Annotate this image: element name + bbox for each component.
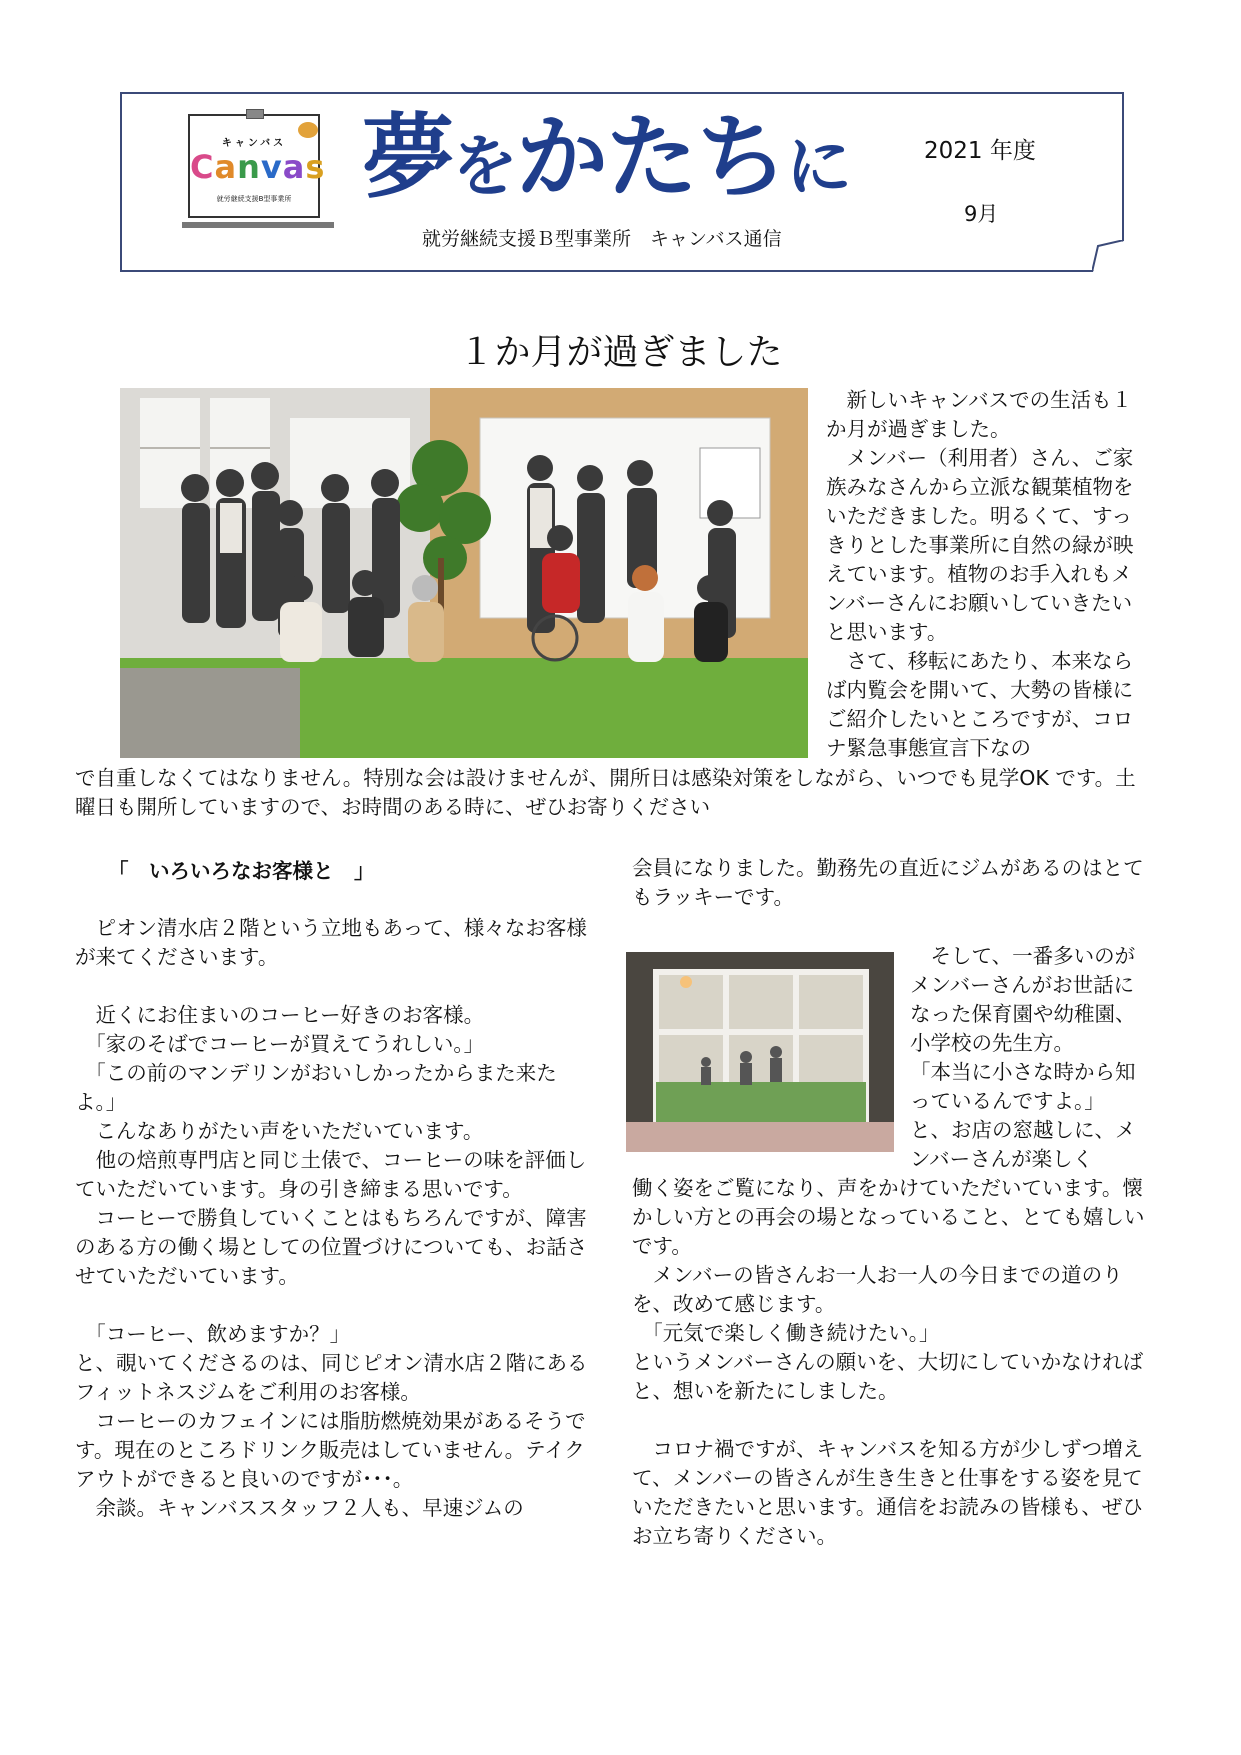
quote: 「コーヒー、飲めますか？」 (75, 1322, 351, 1346)
paragraph: 余談。キャンバススタッフ２人も、早速ジムの (75, 1496, 524, 1520)
paragraph: と、覗いてくださるのは、同じピオン清水店２階にあるフィットネスジムをご利用のお客様。 (75, 1351, 588, 1404)
canvas-logo (188, 114, 326, 218)
issue-year: 2021 年度 (924, 138, 1036, 164)
paragraph: コーヒーで勝負していくことはもちろんですが、障害のある方の働く場としての位置づけについても、お話させていただいています。 (75, 1206, 588, 1288)
section-heading: 「 いろいろなお客様と 」 (108, 859, 375, 883)
group-photo (120, 388, 808, 758)
quote: 「家のそばでコーヒーが買えてうれしい。」 (75, 1032, 485, 1056)
newsletter-header (120, 92, 1124, 272)
paragraph: 会員になりました。勤務先の直近にジムがあるのはとてもラッキーです。 (632, 856, 1144, 909)
paragraph: ピオン清水店２階という立地もあって、様々なお客様が来てくださいます。 (75, 916, 587, 969)
logo-sub: 就労継続支援B型事業所 (216, 195, 292, 203)
newsletter-subtitle: 就労継続支援Ｂ型事業所 キャンバス通信 (422, 228, 782, 250)
intro-line: 新しいキャンバスでの生活も１か月が過ぎました。 (826, 388, 1133, 441)
left-column (75, 914, 595, 1523)
issue-month: 9月 (964, 202, 999, 226)
paragraph: というメンバーさんの願いを、大切にしていかなければと、想いを新たにしました。 (632, 1350, 1144, 1403)
intro-text (826, 386, 1152, 763)
shop-window-photo (626, 952, 894, 1152)
logo-word: Canvas (190, 148, 326, 186)
quote: 「本当に小さな時から知っているんですよ。」 (910, 1060, 1136, 1113)
page-fold-icon (1092, 240, 1124, 272)
right-column-side (910, 942, 1150, 1174)
intro-line: メンバー（利用者）さん、ご家族みなさんから立派な観葉植物をいただきました。明るくて、すっきりとした事業所に自然の緑が映えています。植物のお手入れもメンバーさんにお願いしていきたいと思います。 (826, 446, 1134, 644)
paragraph: メンバーの皆さんお一人お一人の今日までの道のりを、改めて感じます。 (632, 1263, 1123, 1316)
quote: 「この前のマンデリンがおいしかったからまた来たよ。」 (75, 1061, 557, 1114)
logo-kana: キャンバス (221, 138, 287, 149)
paragraph: コロナ禍ですが、キャンバスを知る方が少しずつ増えて、メンバーの皆さんが生き生きと仕事をする姿を見ていただきたいと思います。通信をお読みの皆様も、ぜひお立ち寄りください。 (632, 1437, 1144, 1548)
article-headline: １か月が過ぎました (458, 332, 783, 373)
paragraph: 他の焙煎専門店と同じ土俵で、コーヒーの味を評価していただいています。身の引き締まる思いです。 (75, 1148, 587, 1201)
intro-line: さて、移転にあたり、本来ならば内覧会を開いて、大勢の皆様にご紹介したいところですが、コロナ緊急事態宣言下なの (826, 649, 1134, 760)
spacer (632, 1406, 1152, 1435)
paragraph: と、お店の窓越しに、メンバーさんが楽しく (910, 1118, 1136, 1171)
paragraph: 近くにお住まいのコーヒー好きのお客様。 (75, 1003, 485, 1027)
spacer (75, 1291, 595, 1320)
right-column-top (632, 854, 1152, 912)
paragraph: そして、一番多いのがメンバーさんがお世話になった保育園や幼稚園、小学校の先生方。 (910, 944, 1136, 1055)
main-title: 夢をかたちに (362, 104, 851, 211)
paragraph: 働く姿をご覧になり、声をかけていただいています。懐かしい方との再会の場となっていること、とても嬉しいです。 (632, 1176, 1145, 1258)
board-base (182, 222, 334, 228)
intro-continued: で自重しなくてはなりません。特別な会は設けませんが、開所日は感染対策をしながら、いつでも見学OK です。土曜日も開所していますので、お時間のある時に、ぜひお寄りください (75, 766, 1136, 819)
spacer (75, 972, 595, 1001)
right-column-bottom (632, 1174, 1152, 1551)
paragraph: コーヒーのカフェインには脂肪燃焼効果があるそうです。現在のところドリンク販売はしていません。テイクアウトができると良いのですが･･･。 (75, 1409, 586, 1491)
board-clip (246, 109, 264, 119)
paragraph: こんなありがたい声をいただいています。 (75, 1119, 484, 1143)
quote: 「元気で楽しく働き続けたい。」 (632, 1321, 940, 1345)
